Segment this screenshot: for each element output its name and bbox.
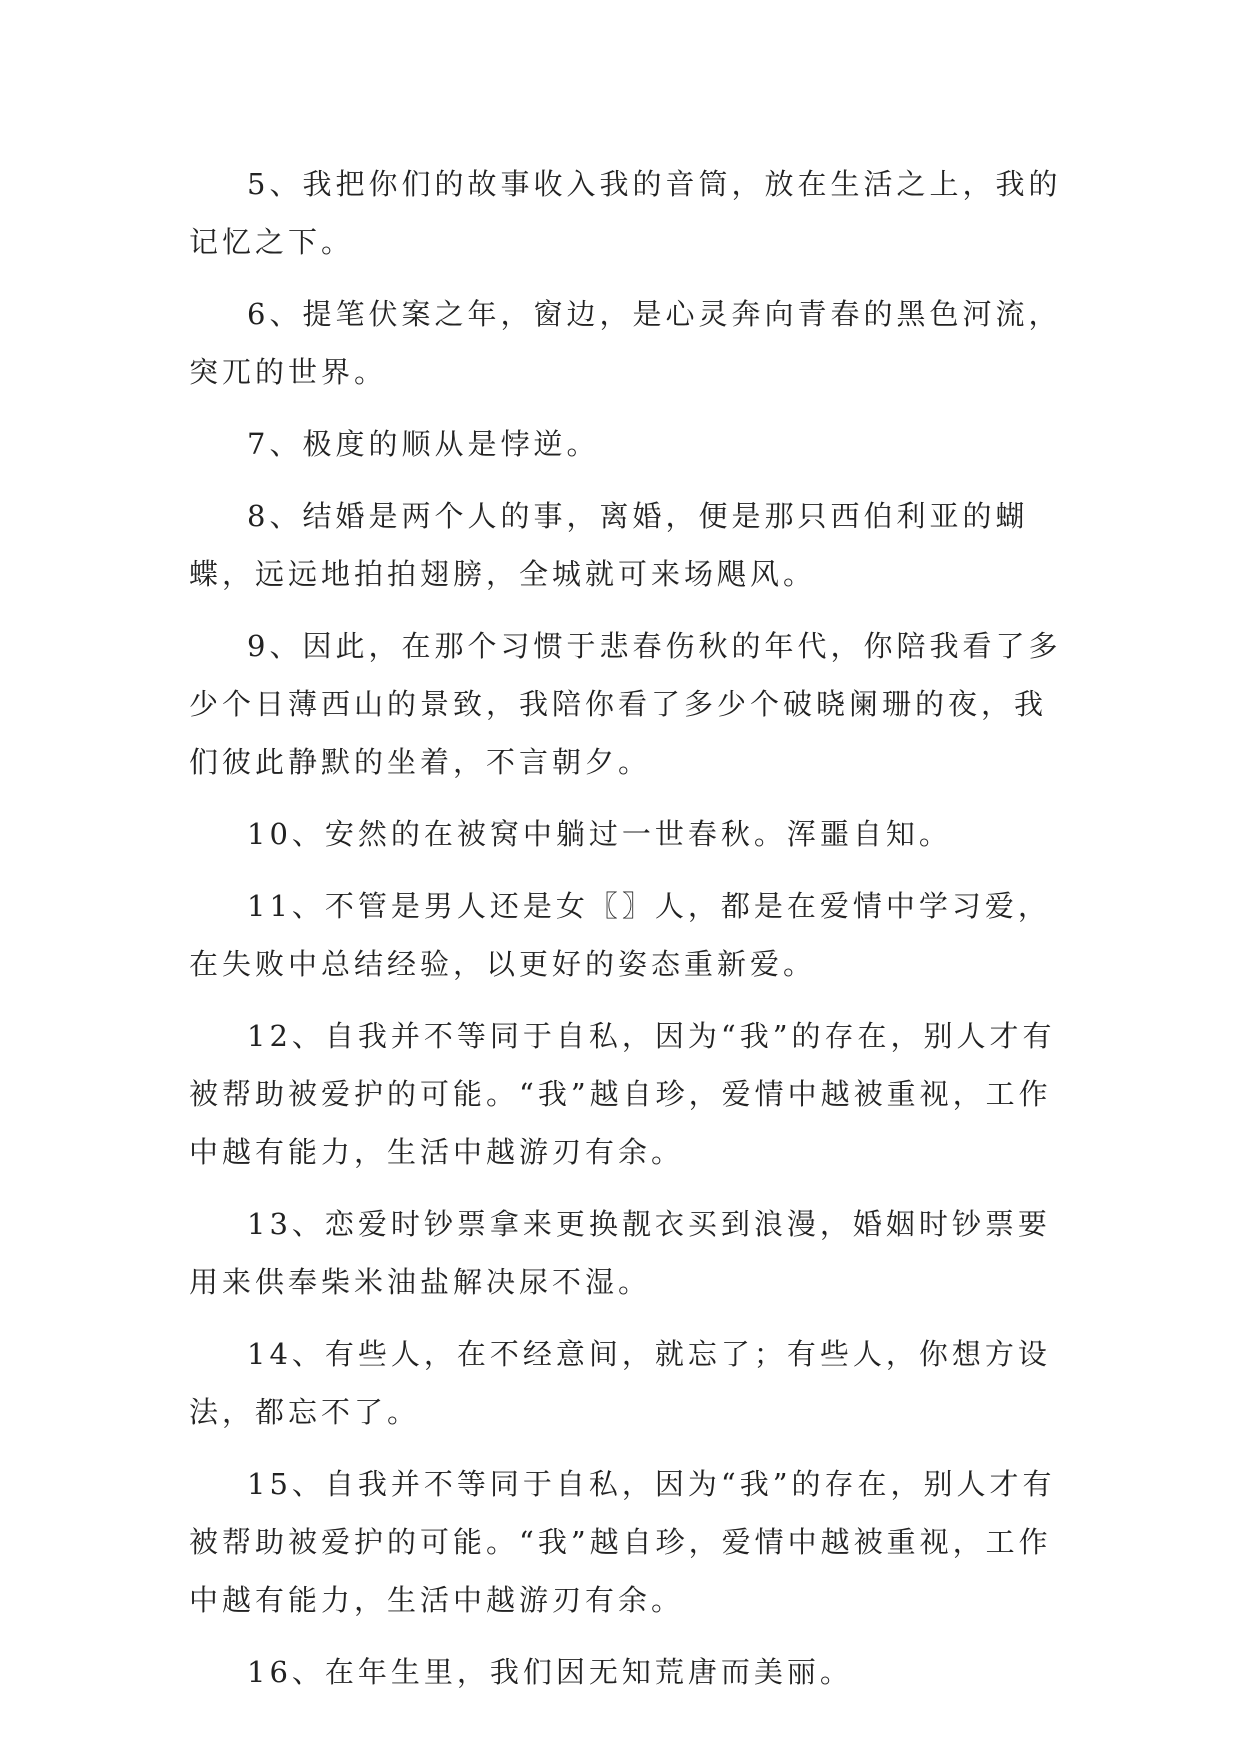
paragraph-6: 6、提笔伏案之年，窗边，是心灵奔向青春的黑色河流，突兀的世界。 <box>189 297 1062 389</box>
paragraph-13: 13、恋爱时钞票拿来更换靓衣买到浪漫，婚姻时钞票要用来供奉柴米油盐解决尿不湿。 <box>189 1207 1051 1299</box>
paragraph-9: 9、因此，在那个习惯于悲春伤秋的年代，你陪我看了多少个日薄西山的景致，我陪你看了多少个破晓阑珊的夜，我们彼此静默的坐着，不言朝夕。 <box>189 629 1062 779</box>
paragraph-15: 15、自我并不等同于自私，因为“我”的存在，别人才有被帮助被爱护的可能。“我”越自珍，爱情中越被重视，工作中越有能力，生活中越游刃有余。 <box>189 1467 1056 1617</box>
paragraph-11: 11、不管是男人还是女〖〗人，都是在爱情中学习爱，在失败中总结经验，以更好的姿态重新爱。 <box>189 889 1051 981</box>
paragraph-10: 10、安然的在被窝中躺过一世春秋。浑噩自知。 <box>247 817 952 851</box>
paragraph-16: 16、在年生里，我们因无知荒唐而美丽。 <box>247 1655 853 1689</box>
paragraph-14: 14、有些人，在不经意间，就忘了；有些人，你想方设法，都忘不了。 <box>189 1337 1051 1429</box>
paragraph-8: 8、结婚是两个人的事，离婚，便是那只西伯利亚的蝴蝶，远远地拍拍翅膀，全城就可来场飓风。 <box>189 499 1029 591</box>
paragraph-5: 5、我把你们的故事收入我的音筒，放在生活之上，我的记忆之下。 <box>189 167 1062 259</box>
paragraph-7: 7、极度的顺从是悖逆。 <box>247 427 600 461</box>
document-body <box>189 155 1069 1715</box>
paragraph-12: 12、自我并不等同于自私，因为“我”的存在，别人才有被帮助被爱护的可能。“我”越自珍，爱情中越被重视，工作中越有能力，生活中越游刃有余。 <box>189 1019 1056 1169</box>
